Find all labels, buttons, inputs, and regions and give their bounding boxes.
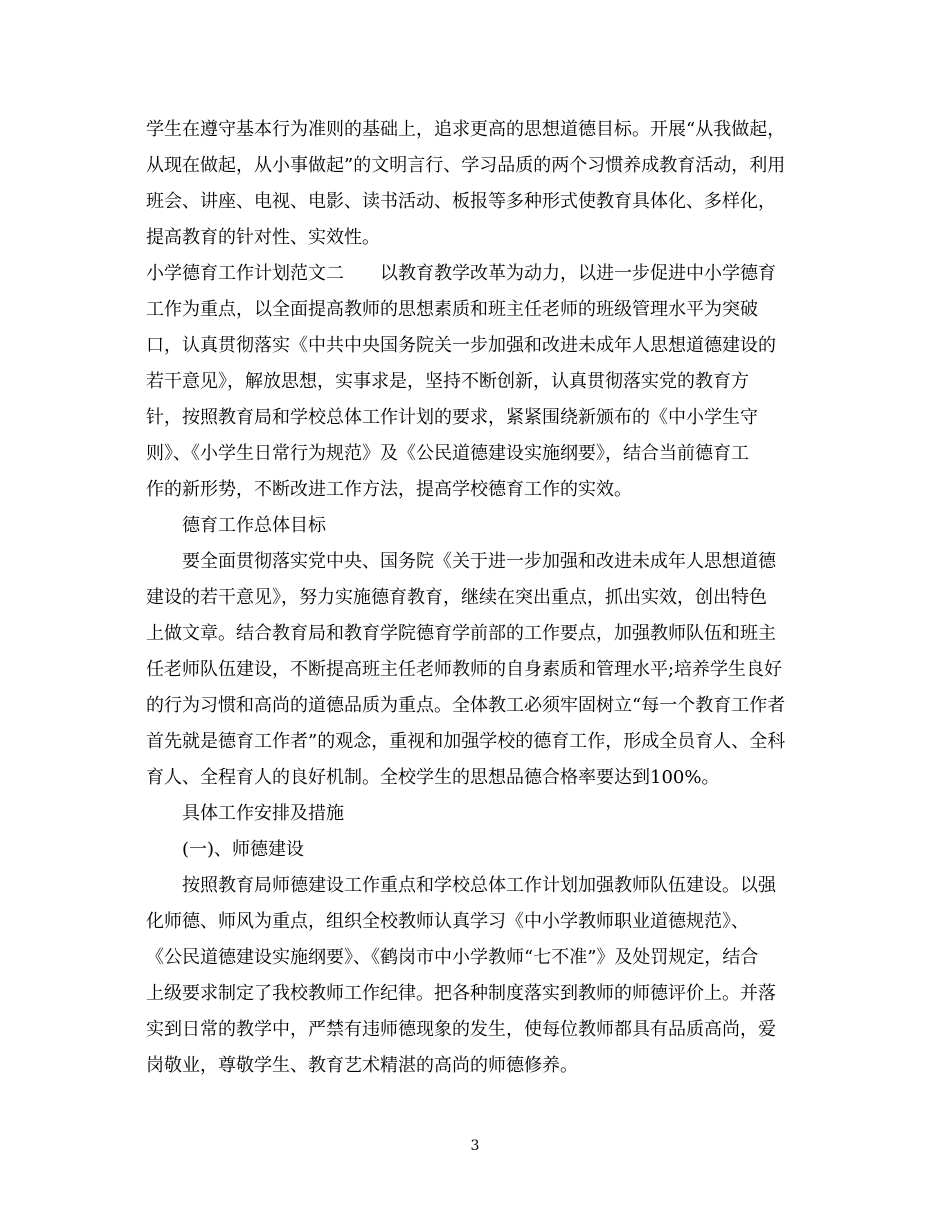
text-line: 化师德、师风为重点，组织全校教师认真学习《中小学教师职业道德规范》、 <box>146 911 749 932</box>
text-line: 工作为重点，以全面提高教师的思想素质和班主任老师的班级管理水平为突破 <box>146 299 758 320</box>
text-line: 口，认真贯彻落实《中共中央国务院关一步加强和改进未成年人思想道德建设的 <box>146 335 776 356</box>
text-line: 要全面贯彻落实党中央、国务院《关于进一步加强和改进未成年人思想道德 <box>182 551 776 572</box>
text-line: 岗敬业，尊敬学生、教育艺术精湛的高尚的师德修养。 <box>146 1055 578 1076</box>
text-line: 从现在做起，从小事做起”的文明言行、学习品质的两个习惯养成教育活动，利用 <box>146 155 786 176</box>
text-line: 建设的若干意见》，努力实施德育教育，继续在突出重点，抓出实效，创出特色 <box>146 587 767 608</box>
text-line: 则》、《小学生日常行为规范》及《公民道德建设实施纲要》，结合当前德育工 <box>146 443 749 464</box>
text-line: 若干意见》，解放思想，实事求是，坚持不断创新，认真贯彻落实党的教育方 <box>146 371 749 392</box>
text-line: 班会、讲座、电视、电影、读书活动、板报等多种形式使教育具体化、多样化， <box>146 191 776 212</box>
text-line: 学生在遵守基本行为准则的基础上，追求更高的思想道德目标。开展“从我做起， <box>146 119 786 140</box>
text-line: 上做文章。结合教育局和教育学院德育学前部的工作要点，加强教师队伍和班主 <box>146 623 776 644</box>
subheading-arrangements: 具体工作安排及措施 <box>182 803 344 824</box>
text-line: 实到日常的教学中，严禁有违师德现象的发生，使每位教师都具有品质高尚，爱 <box>146 1019 776 1040</box>
section-heading-line: 小学德育工作计划范文二 以教育教学改革为动力，以进一步促进中小学德育 <box>146 263 776 284</box>
text-line: 的行为习惯和高尚的道德品质为重点。全体教工必须牢固树立“每一个教育工作者 <box>146 695 786 716</box>
text-line: 作的新形势，不断改进工作方法，提高学校德育工作的实效。 <box>146 479 632 500</box>
subheading-teacher-ethics: (一)、师德建设 <box>182 839 305 860</box>
text-line: 《公民道德建设实施纲要》、《鹤岗市中小学教师“七不准”》及处罚规定，结合 <box>146 947 759 968</box>
subheading-overall-goal: 德育工作总体目标 <box>182 515 326 536</box>
text-line: 针，按照教育局和学校总体工作计划的要求，紧紧围绕新颁布的《中小学生守 <box>146 407 758 428</box>
page-number: 3 <box>470 1138 480 1154</box>
text-line: 上级要求制定了我校教师工作纪律。把各种制度落实到教师的师德评价上。并落 <box>146 983 776 1004</box>
text-line: 任老师队伍建设，不断提高班主任老师教师的自身素质和管理水平;培养学生良好 <box>146 659 783 680</box>
text-line: 提高教育的针对性、实效性。 <box>146 227 380 248</box>
text-line: 按照教育局师德建设工作重点和学校总体工作计划加强教师队伍建设。以强 <box>182 875 776 896</box>
text-line: 育人、全程育人的良好机制。全校学生的思想品德合格率要达到100%。 <box>146 767 720 788</box>
text-line: 首先就是德育工作者”的观念，重视和加强学校的德育工作，形成全员育人、全科 <box>146 731 786 752</box>
